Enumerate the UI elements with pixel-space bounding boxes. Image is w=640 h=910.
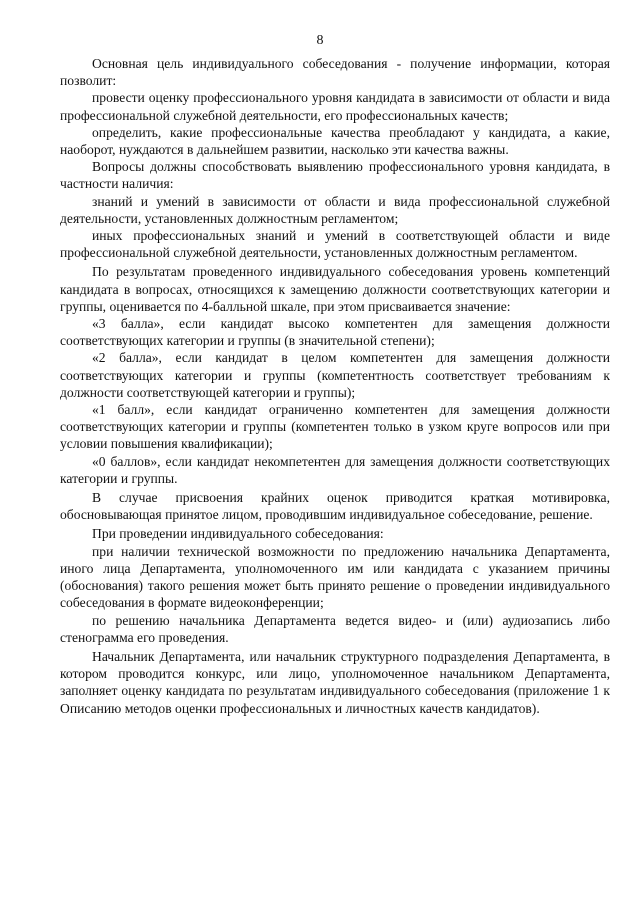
paragraph-assess-level: провести оценку профессионального уровня кандидата в зависимости от области и вида профессиональной служебной деятельности, его профессиональных качеств; [60, 90, 610, 123]
paragraph-questions: Вопросы должны способствовать выявлению профессионального уровня кандидата, в частности наличия: [60, 159, 610, 192]
paragraph-other-knowledge: иных профессиональных знаний и умений в соответствующей области и виде профессиональной служебной деятельности, установленных должностным регламентом. [60, 228, 610, 261]
page-number: 8 [316, 33, 324, 48]
paragraph-videoconference: при наличии технической возможности по предложению начальника Департамента, иного лица Департамента, уполномоченного им или кандидата с указанием причины (обоснования) такого решения может быть принято решение о проведении индивидуального собеседования в формате видеоконференции; [60, 543, 610, 611]
paragraph-conduct-heading: При проведении индивидуального собеседования: [92, 526, 384, 542]
paragraph-extreme-scores: В случае присвоения крайних оценок приводится краткая мотивировка, обосновывающая принятое лицом, проводившим индивидуальное собеседование, решение. [60, 490, 610, 523]
document-body [60, 55, 610, 717]
paragraph-knowledge: знаний и умений в зависимости от области и вида профессиональной служебной деятельности, установленных должностным регламентом; [60, 193, 610, 226]
paragraph-recording: по решению начальника Департамента ведется видео- и (или) аудиозапись либо стенограмма его проведения. [60, 612, 610, 645]
paragraph-main-goal: Основная цель индивидуального собеседования - получение информации, которая позволит: [60, 56, 610, 89]
paragraph-results-scale: По результатам проведенного индивидуального собеседования уровень компетенций кандидата в вопросах, относящихся к замещению должности соответствующих категории и группы, оценивается по 4-балльной шкале, при этом присваивается значение: [60, 264, 610, 314]
paragraph-head-fills-form: Начальник Департамента, или начальник структурного подразделения Департамента, в котором проводится конкурс, или лицо, уполномоченное начальником Департамента, заполняет оценку кандидата по результатам индивидуального собеседования (приложение 1 к Описанию методов оценки профессиональных и личностных качеств кандидатов). [60, 648, 610, 716]
paragraph-score-2: «2 балла», если кандидат в целом компетентен для замещения должности соответствующих категории и группы (компетентность соответствует требованиям к должности соответствующей категории и группы); [60, 350, 610, 400]
paragraph-score-1: «1 балл», если кандидат ограниченно компетентен для замещения должности соответствующих категории и группы (компетентен только в узком круге вопросов или при условии повышения квалификации); [60, 402, 610, 452]
paragraph-score-0: «0 баллов», если кандидат некомпетентен для замещения должности соответствующих категории и группы. [60, 453, 610, 486]
paragraph-score-3: «3 балла», если кандидат высоко компетентен для замещения должности соответствующих категории и группы (в значительной степени); [60, 316, 610, 349]
paragraph-determine-qualities: определить, какие профессиональные качества преобладают у кандидата, а какие, наоборот, нуждаются в дальнейшем развитии, насколько эти качества важны. [60, 124, 610, 158]
